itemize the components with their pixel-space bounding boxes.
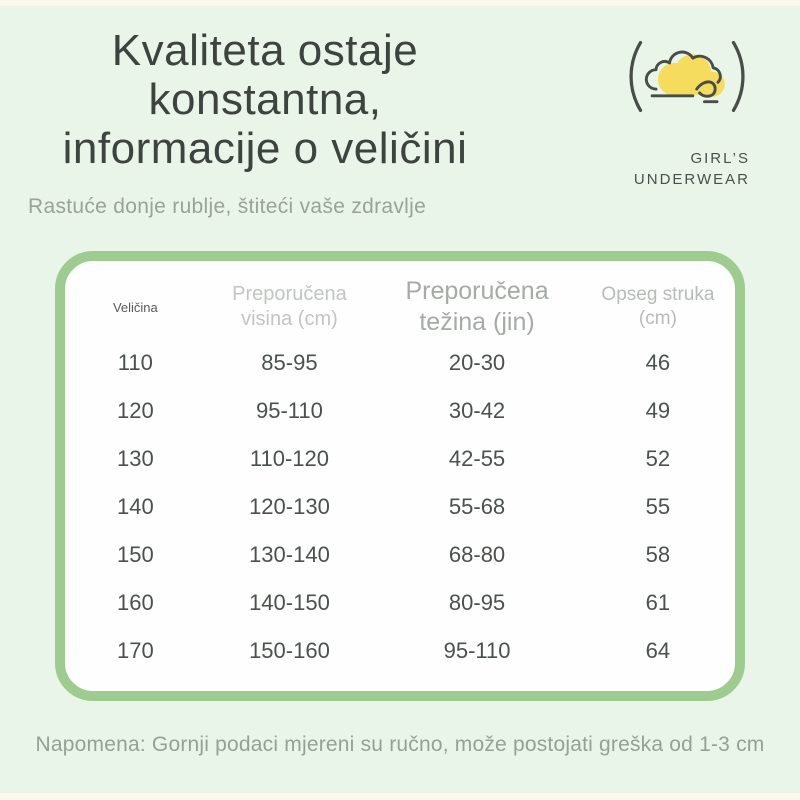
- cell-waist: 58: [645, 542, 671, 567]
- cell-height: 140-150: [249, 590, 330, 615]
- brand-logo: [620, 30, 750, 190]
- measurement-note: Napomena: Gornji podaci mjereni su ručno, može postojati greška od 1-3 cm: [35, 733, 765, 756]
- brand-name-line2: UNDERWEAR: [633, 171, 750, 188]
- table-row: [65, 339, 735, 387]
- cell-weight: 55-68: [448, 494, 506, 519]
- cell-waist: 46: [645, 350, 671, 375]
- brand-name-line1: GIRL’S: [690, 150, 750, 167]
- cell-size: 160: [116, 590, 154, 615]
- cell-size: 120: [116, 398, 154, 423]
- table-row: [65, 435, 735, 483]
- size-table-header: [65, 275, 735, 339]
- cell-weight: 95-110: [443, 638, 511, 663]
- cell-weight: 42-55: [448, 446, 506, 471]
- table-row: [65, 483, 735, 531]
- column-header-height: Preporučena visina (cm): [232, 283, 347, 330]
- cell-weight: 20-30: [448, 350, 506, 375]
- cell-size: 130: [116, 446, 154, 471]
- cell-size: 150: [116, 542, 154, 567]
- page-title-line: Kvaliteta ostaje: [111, 26, 419, 75]
- cell-waist: 61: [645, 590, 671, 615]
- cell-height: 95-110: [256, 398, 323, 423]
- cell-height: 85-95: [261, 350, 318, 375]
- cell-height: 130-140: [249, 542, 330, 567]
- table-row: [65, 387, 735, 435]
- cell-weight: 80-95: [448, 590, 506, 615]
- cell-height: 150-160: [249, 638, 330, 663]
- column-header-weight: Preporučena težina (jin): [405, 276, 549, 336]
- cloud-wind-icon: [624, 30, 750, 122]
- page-title-line: konstantna,: [148, 75, 382, 124]
- cell-size: 140: [116, 494, 154, 519]
- brand-name: [634, 148, 750, 190]
- cell-waist: 52: [645, 446, 671, 471]
- cell-weight: 68-80: [448, 542, 506, 567]
- table-row: [65, 579, 735, 627]
- top-strip: [0, 0, 800, 6]
- cell-size: 110: [117, 350, 153, 375]
- cell-waist: 49: [645, 398, 671, 423]
- column-header-waist: Opseg struka (cm): [601, 284, 715, 329]
- cell-waist: 55: [645, 494, 671, 519]
- column-header-size: Veličina: [112, 299, 158, 315]
- cell-size: 170: [116, 638, 154, 663]
- cell-waist: 64: [645, 638, 671, 663]
- cell-height: 110-120: [249, 446, 329, 471]
- page-title-line: informacije o veličini: [62, 124, 468, 173]
- table-row: [65, 531, 735, 579]
- cell-weight: 30-42: [448, 398, 506, 423]
- table-row: [65, 627, 735, 675]
- cell-height: 120-130: [249, 494, 330, 519]
- subtitle: Rastuće donje rublje, štiteći vaše zdravlje: [28, 195, 427, 218]
- page-title: [0, 0, 530, 173]
- size-chart-card: [55, 251, 745, 701]
- bottom-strip: [0, 793, 800, 800]
